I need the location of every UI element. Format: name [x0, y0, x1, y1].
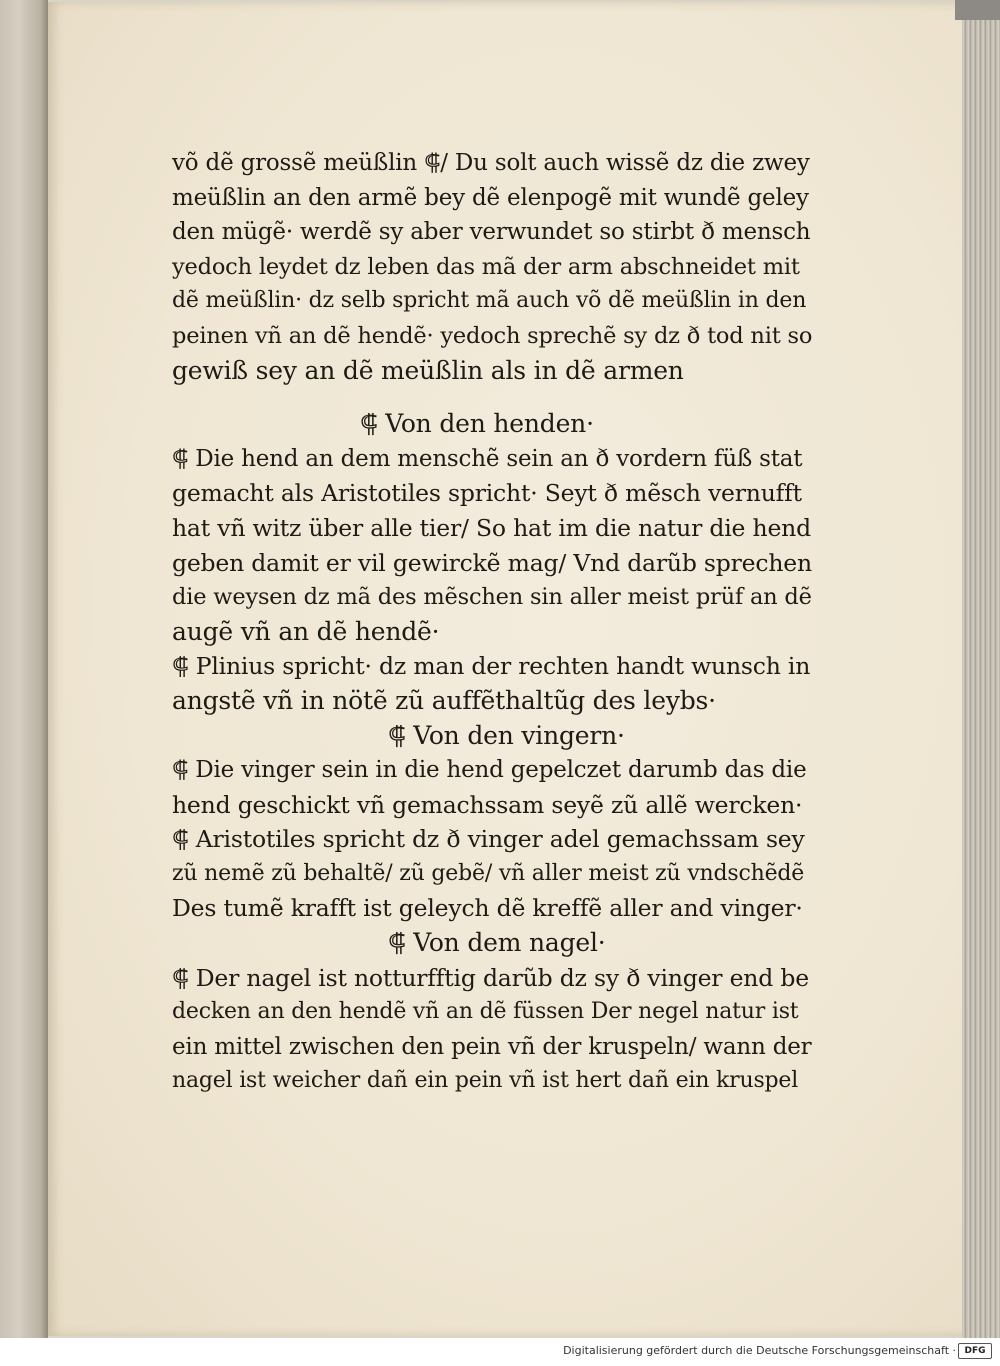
- text-line: decken an den hendẽ vñ an dẽ füssen Der negel natur ist: [172, 999, 799, 1025]
- text-line: ⸿ Die hend an dem menschẽ sein an ð vordern füß stat: [172, 445, 803, 472]
- text-line: ⸿ Die vinger sein in die hend gepelczet darumb das die: [172, 757, 807, 784]
- scan-corner: [955, 0, 1000, 20]
- section-heading-nail: ⸿ Von dem nagel·: [388, 928, 606, 958]
- text-line: ⸿ Aristotiles spricht dz ð vinger adel gemachssam sey: [172, 825, 805, 854]
- section-heading-hands: ⸿ Von den henden·: [360, 409, 594, 439]
- text-line: zũ nemẽ zũ behaltẽ/ zũ gebẽ/ vñ aller meist zũ vndschẽdẽ: [172, 860, 805, 886]
- text-line: meüßlin an den armẽ bey dẽ elenpogẽ mit wundẽ geley: [172, 184, 809, 211]
- text-line: hend geschickt vñ gemachssam seyẽ zũ allẽ wercken·: [172, 790, 803, 819]
- book-gutter: [0, 0, 48, 1338]
- text-line: nagel ist weicher dañ ein pein vñ ist hert dañ ein kruspel: [172, 1068, 799, 1094]
- digitization-footer: [0, 1338, 1000, 1366]
- text-line: Des tumẽ krafft ist geleych dẽ kreffẽ aller and vinger·: [172, 894, 803, 923]
- funding-credit: Digitalisierung gefördert durch die Deutsche Forschungsgemeinschaft ·: [563, 1344, 956, 1357]
- page-fore-edge: [962, 0, 1000, 1338]
- printed-text-block: [172, 146, 812, 1099]
- text-line: võ dẽ grossẽ meüßlin ⸿/ Du solt auch wissẽ dz die zwey: [172, 150, 810, 176]
- spacer: [172, 388, 812, 407]
- text-line: ⸿ Der nagel ist notturfftig darũb dz sy ð vinger end be: [172, 963, 809, 992]
- text-line: die weysen dz mã des mẽschen sin aller meist prüf an dẽ: [172, 584, 812, 611]
- text-line: yedoch leydet dz leben das mã der arm abschneidet mit: [172, 253, 800, 280]
- text-line: gemacht als Aristotiles spricht· Seyt ð mẽsch vernufft: [172, 479, 802, 508]
- text-line: peinen vñ an dẽ hendẽ· yedoch sprechẽ sy dz ð tod nit so: [172, 322, 813, 349]
- text-line: augẽ vñ an dẽ hendẽ·: [172, 616, 440, 646]
- dfg-logo: DFG: [958, 1343, 992, 1359]
- text-line: angstẽ vñ in nötẽ zũ auffẽthaltũg des leybs·: [172, 685, 716, 715]
- text-line: gewiß sey an dẽ meüßlin als in dẽ armen: [172, 355, 684, 385]
- text-line: hat vñ witz über alle tier/ So hat im die natur die hend: [172, 513, 811, 542]
- text-line: dẽ meüßlin· dz selb spricht mã auch võ dẽ meüßlin in den: [172, 288, 807, 314]
- text-line: den mügẽ· werdẽ sy aber verwundet so stirbt ð mensch: [172, 219, 811, 246]
- section-heading-fingers: ⸿ Von den vingern·: [388, 720, 625, 750]
- text-line: ⸿ Plinius spricht· dz man der rechten handt wunsch in: [172, 652, 811, 681]
- text-line: geben damit er vil gewirckẽ mag/ Vnd darũb sprechen: [172, 548, 812, 577]
- text-line: ein mittel zwischen den pein vñ der kruspeln/ wann der: [172, 1033, 812, 1060]
